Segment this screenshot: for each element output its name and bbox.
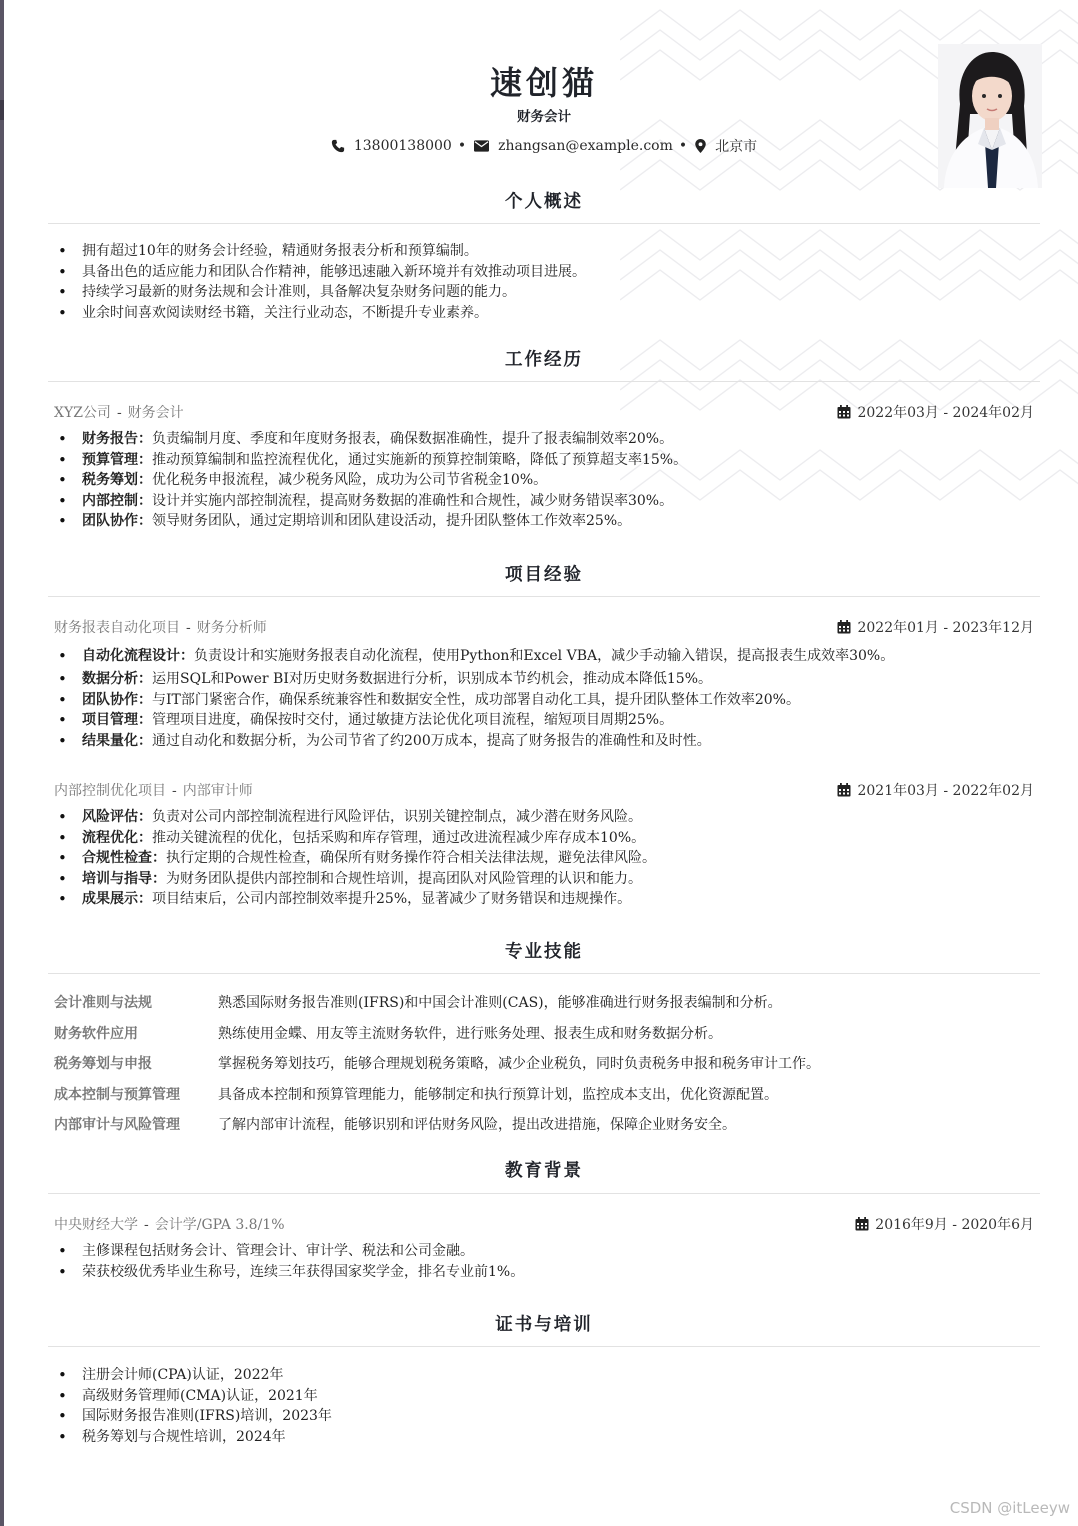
list-item: [48, 710, 894, 731]
item-key: 自动化流程设计：: [82, 648, 194, 664]
list-item: [48, 669, 894, 690]
skill-row: [54, 1084, 1034, 1104]
major-text: 会计学/GPA 3.8/1%: [154, 1217, 285, 1233]
date-text: 2016年9月 - 2020年6月: [875, 1217, 1034, 1233]
section-divider: [48, 596, 1040, 597]
skill-desc: 掌握税务筹划技巧，能够合理规划税务策略，减少企业税负，同时负责税务申报和税务审计工作。: [218, 1056, 820, 1072]
list-item: [48, 848, 656, 869]
date-text: 2022年01月 - 2023年12月: [857, 620, 1034, 636]
item-text: 优化税务申报流程，减少税务风险，成功为公司节省税金10%。: [152, 472, 548, 489]
item-text: 设计并实施内部控制流程，提高财务数据的准确性和合规性，减少财务错误率30%。: [152, 492, 674, 509]
school-name: 中央财经大学: [54, 1217, 138, 1233]
skill-row: [54, 1023, 1034, 1043]
project-name: 财务报表自动化项目: [54, 620, 180, 636]
item-text: 运用SQL和Power BI对历史财务数据进行分析，识别成本节约机会，推动成本降低15%。: [152, 671, 712, 687]
list-item: [48, 511, 687, 532]
item-key: 风险评估：: [82, 809, 152, 825]
skill-row: [54, 1053, 1034, 1073]
skill-desc: 具备成本控制和预算管理能力，能够制定和执行预算计划，监控成本支出，优化资源配置。: [218, 1087, 778, 1103]
item-text: 推动预算编制和监控流程优化，通过实施新的预算控制策略，降低了预算超支率15%。: [152, 451, 688, 468]
item-text: 领导财务团队，通过定期培训和团队建设活动，提升团队整体工作效率25%。: [152, 513, 632, 530]
project-bullets: [48, 644, 894, 751]
heading-dash: -: [144, 1217, 149, 1233]
section-title-education: 教育背景: [505, 1161, 583, 1181]
contact-email: [474, 138, 673, 154]
item-key: 团队协作：: [82, 513, 152, 530]
section-title-certs: 证书与培训: [495, 1315, 593, 1335]
heading-dash: -: [172, 783, 177, 799]
contact-separator: •: [457, 138, 467, 154]
csdn-watermark: CSDN @itLeeyw: [949, 1499, 1070, 1517]
skill-name: 成本控制与预算管理: [54, 1087, 180, 1103]
item-key: 财务报告：: [82, 431, 152, 447]
phone-text: 13800138000: [353, 138, 452, 154]
project-entry-heading: [54, 617, 267, 637]
contact-phone: [331, 138, 452, 154]
skill-name: 税务筹划与申报: [54, 1056, 152, 1072]
skill-name: 财务软件应用: [54, 1026, 138, 1042]
project-date: [837, 617, 1034, 637]
skill-desc: 熟练使用金蝶、用友等主流财务软件，进行账务处理、报表生成和财务数据分析。: [218, 1026, 722, 1042]
list-item: [48, 869, 656, 890]
left-window-edge: [0, 0, 4, 1526]
item-text: 通过自动化和数据分析，为公司节省了约200万成本，提高了财务报告的准确性和及时性。: [152, 732, 711, 749]
summary-list: [48, 241, 586, 323]
skill-name: 内部审计与风险管理: [54, 1117, 180, 1133]
section-divider: [48, 1346, 1040, 1347]
item-text: 管理项目进度，确保按时交付，通过敏捷方法论优化项目流程，缩短项目周期25%。: [152, 712, 674, 729]
contact-separator: •: [678, 138, 688, 154]
item-key: 税务筹划：: [82, 472, 152, 489]
phone-icon: [331, 139, 345, 153]
list-item: [48, 828, 656, 849]
list-item: • 税务筹划与合规性培训，2024年: [48, 1427, 332, 1448]
resume-page: [48, 0, 1040, 1526]
list-item: [48, 889, 656, 910]
calendar-icon: [837, 405, 851, 419]
item-key: 数据分析：: [82, 671, 152, 687]
project-bullets: [48, 807, 656, 910]
list-item: • 主修课程包括财务会计、管理会计、审计学、税法和公司金融。: [48, 1241, 524, 1262]
contact-line: [48, 136, 1040, 156]
calendar-icon: [837, 620, 851, 634]
list-item: [48, 450, 687, 471]
candidate-role: 财务会计: [517, 109, 571, 125]
item-key: 团队协作：: [82, 691, 152, 708]
location-pin-icon: [695, 139, 706, 153]
section-title-skills: 专业技能: [505, 942, 583, 962]
project-entry-heading: [54, 780, 253, 800]
skill-row: [54, 1114, 1034, 1134]
work-company: XYZ公司: [54, 405, 111, 421]
item-text: 负责设计和实施财务报表自动化流程，使用Python和Excel VBA，减少手动输入错误，提高报表生成效率30%。: [194, 648, 895, 664]
work-title: 财务会计: [127, 405, 184, 421]
item-key: 培训与指导：: [82, 870, 166, 887]
heading-dash: -: [116, 405, 122, 421]
candidate-name: 速创猫: [489, 64, 598, 102]
email-icon: [474, 140, 489, 152]
item-key: 成果展示：: [82, 891, 152, 908]
project-role: 内部审计师: [182, 783, 253, 799]
list-item: • 荣获校级优秀毕业生称号，连续三年获得国家奖学金，排名专业前1%。: [48, 1262, 524, 1283]
section-title-summary: 个人概述: [505, 192, 583, 212]
left-edge-notch: [0, 100, 4, 120]
item-text: 负责编制月度、季度和年度财务报表，确保数据准确性，提升了报表编制效率20%。: [152, 431, 674, 447]
item-key: 内部控制：: [82, 492, 152, 509]
item-key: 结果量化：: [82, 732, 152, 749]
heading-dash: -: [186, 620, 191, 636]
list-item: [48, 470, 687, 491]
item-key: 项目管理：: [82, 712, 152, 729]
date-text: 2021年03月 - 2022年02月: [857, 783, 1034, 799]
list-item: • 拥有超过10年的财务会计经验，精通财务报表分析和预算编制。: [48, 241, 586, 262]
item-key: 合规性检查：: [82, 850, 166, 867]
item-text: 执行定期的合规性检查，确保所有财务操作符合相关法律法规，避免法律风险。: [166, 850, 656, 867]
skill-row: [54, 992, 1034, 1012]
skill-name: 会计准则与法规: [54, 995, 152, 1011]
item-text: 项目结束后，公司内部控制效率提升25%，显著减少了财务错误和违规操作。: [152, 891, 632, 908]
section-divider: [48, 973, 1040, 974]
list-item: [48, 731, 894, 752]
list-item: • 具备出色的适应能力和团队合作精神，能够迅速融入新环境并有效推动项目进展。: [48, 262, 586, 283]
calendar-icon: [837, 783, 851, 797]
item-text: 为财务团队提供内部控制和合规性培训，提高团队对风险管理的认识和能力。: [166, 870, 642, 887]
education-bullets: [48, 1241, 524, 1282]
list-item: • 持续学习最新的财务法规和会计准则，具备解决复杂财务问题的能力。: [48, 282, 586, 303]
education-date: [855, 1214, 1034, 1234]
list-item: • 业余时间喜欢阅读财经书籍，关注行业动态，不断提升专业素养。: [48, 303, 586, 324]
list-item: • 国际财务报告准则(IFRS)培训，2023年: [48, 1406, 332, 1427]
work-bullets: [48, 429, 687, 532]
project-name: 内部控制优化项目: [54, 783, 166, 799]
project-date: [837, 780, 1034, 800]
skill-desc: 了解内部审计流程，能够识别和评估财务风险，提出改进措施，保障企业财务安全。: [218, 1117, 736, 1133]
list-item: [48, 429, 687, 450]
item-text: 与IT部门紧密合作，确保系统兼容性和数据安全性，成功部署自动化工具，提升团队整体工作效率20%。: [152, 691, 800, 708]
education-entry-heading: [54, 1214, 285, 1234]
contact-location: [695, 136, 757, 156]
section-divider: [48, 1193, 1040, 1194]
calendar-icon: [855, 1217, 869, 1231]
list-item: • 注册会计师(CPA)认证，2022年: [48, 1365, 332, 1386]
skill-desc: 熟悉国际财务报告准则(IFRS)和中国会计准则(CAS)，能够准确进行财务报表编制和分析。: [218, 995, 782, 1011]
item-key: 预算管理：: [82, 451, 152, 468]
date-text: 2022年03月 - 2024年02月: [857, 405, 1034, 421]
work-entry-heading: [54, 402, 184, 422]
project-role: 财务分析师: [196, 620, 267, 636]
section-divider: [48, 223, 1040, 224]
item-text: 负责对公司内部控制流程进行风险评估，识别关键控制点，减少潜在财务风险。: [152, 809, 642, 825]
profile-photo: [938, 44, 1042, 188]
item-key: 流程优化：: [82, 829, 152, 846]
section-title-projects: 项目经验: [505, 565, 583, 585]
list-item: [48, 644, 894, 669]
item-text: 推动关键流程的优化，包括采购和库存管理，通过改进流程减少库存成本10%。: [152, 829, 646, 846]
location-text: 北京市: [715, 139, 758, 155]
section-divider: [48, 381, 1040, 382]
section-title-work: 工作经历: [505, 350, 583, 370]
list-item: • 高级财务管理师(CMA)认证，2021年: [48, 1386, 332, 1407]
work-date: [837, 402, 1034, 422]
email-text: zhangsan@example.com: [498, 138, 673, 154]
list-item: [48, 491, 687, 512]
list-item: [48, 807, 656, 828]
certs-list: [48, 1365, 332, 1447]
list-item: [48, 690, 894, 711]
